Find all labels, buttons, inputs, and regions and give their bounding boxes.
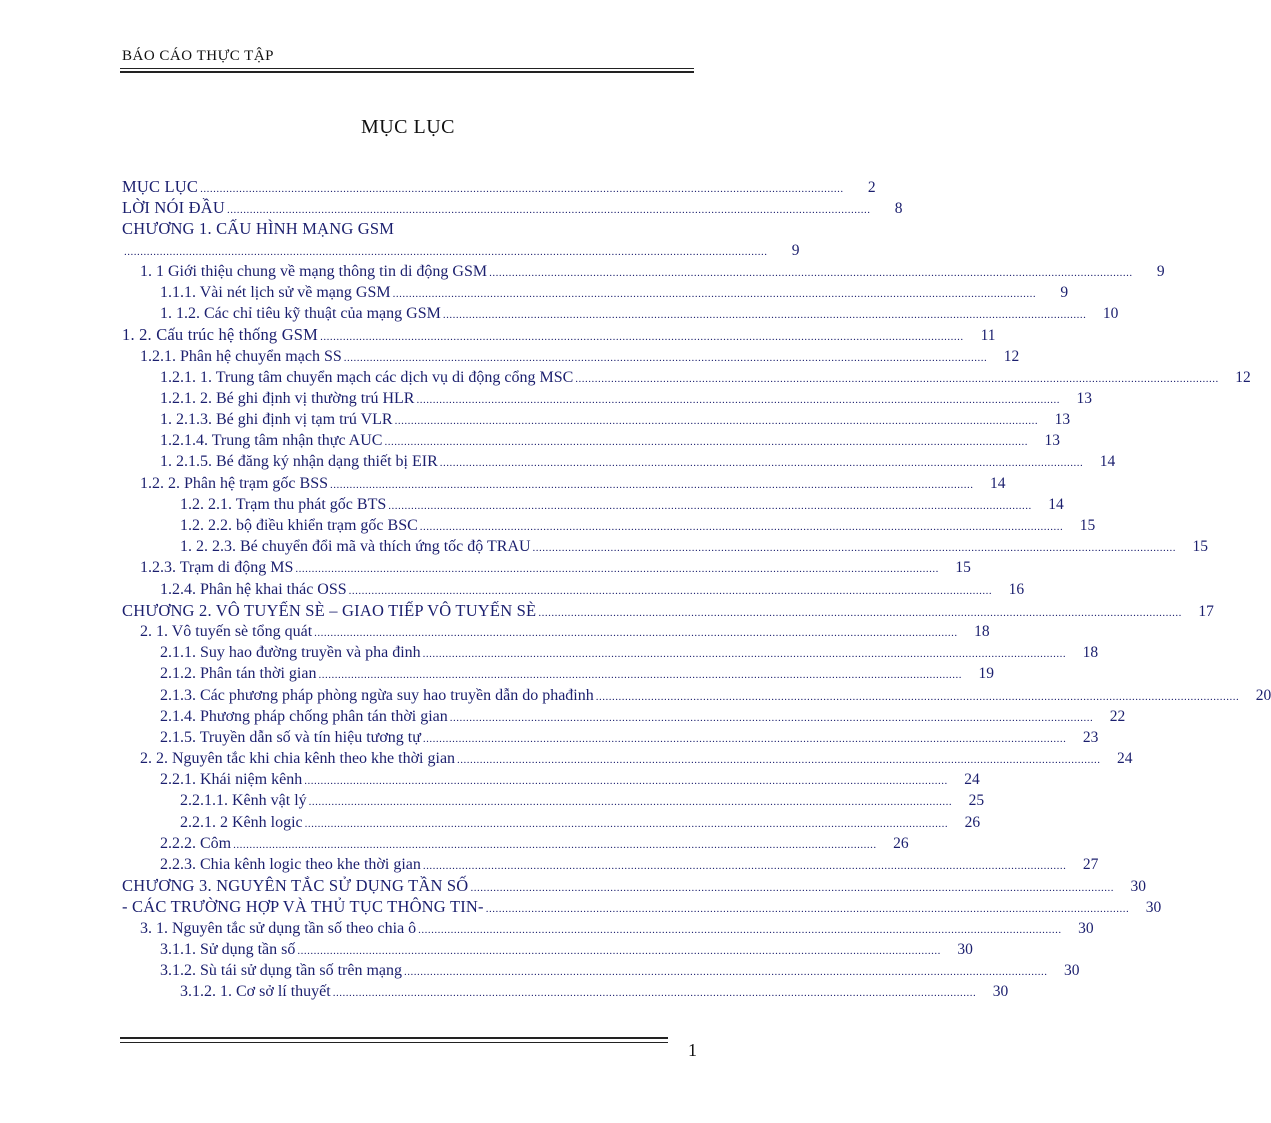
toc-entry-title: 3. 1. Nguyên tắc sử dụng tần số theo chia ô: [140, 919, 417, 937]
toc-entry-page: 18: [974, 622, 990, 640]
toc-entry-page: 9: [1156, 262, 1165, 280]
toc-dot-leader: [388, 496, 1032, 517]
toc-dot-leader: [420, 517, 1064, 538]
footer-rule-thin: [120, 1042, 668, 1043]
toc-dot-leader: [450, 708, 1094, 729]
toc-entry-page: 26: [893, 834, 909, 852]
toc-dot-leader: [320, 327, 964, 348]
toc-entry[interactable]: [122, 960, 1080, 981]
toc-entry-page: 20: [1255, 686, 1271, 704]
toc-entry-title: 1.2.1. Phân hệ chuyển mạch SS: [140, 347, 342, 365]
toc-dot-leader: [124, 242, 768, 263]
toc-entry-page: 22: [1109, 707, 1126, 725]
toc-entry-title: CHƯƠNG 2. VÔ TUYẾN SÈ – GIAO TIẾP VÔ TUYẾN SÈ: [122, 600, 537, 620]
toc-entry-page: 30: [992, 983, 1009, 1001]
toc-entry-title: 1.2.1. 1. Trung tâm chuyển mạch các dịch vụ di động cổng MSC: [160, 368, 574, 386]
toc-entry-page: 24: [1117, 750, 1133, 768]
toc-entry-page: 16: [1008, 580, 1025, 598]
toc-dot-leader: [533, 538, 1177, 559]
toc-dot-leader: [344, 348, 988, 369]
toc-entry[interactable]: [122, 451, 1116, 472]
toc-entry[interactable]: [122, 536, 1209, 557]
toc-dot-leader: [309, 792, 953, 813]
page-number: 1: [688, 1040, 697, 1060]
toc-entry[interactable]: [122, 579, 1025, 600]
toc-entry-page: 27: [1082, 856, 1099, 873]
toc-entry[interactable]: [122, 642, 1099, 663]
toc-dot-leader: [395, 411, 1039, 432]
toc-entry-page: 14: [1099, 453, 1116, 471]
toc-entry-page: 30: [1063, 961, 1080, 979]
header-rule-thin: [120, 68, 694, 69]
toc-entry-title: 2.1.5. Truyền dẫn số và tín hiệu tương tự: [160, 728, 421, 746]
toc-entry-title: CHƯƠNG 1. CẤU HÌNH MẠNG GSM: [122, 219, 395, 239]
toc-dot-leader: [330, 475, 974, 496]
toc-entry[interactable]: [122, 388, 1092, 409]
toc-dot-leader: [575, 369, 1219, 390]
toc-entry-title: 2.2.2. Côm: [160, 834, 232, 852]
toc-dot-leader: [304, 771, 948, 792]
toc-entry-title: 2.1.3. Các phương pháp phòng ngừa suy hao truyền dẫn do phađinh: [160, 686, 594, 704]
running-header: BÁO CÁO THỰC TẬP: [122, 48, 275, 64]
toc-entry[interactable]: [122, 218, 696, 239]
toc-entry-title: 2.1.2. Phân tán thời gian: [160, 665, 317, 683]
toc-entry-page: 13: [1076, 389, 1092, 407]
toc-entry-title: 1. 2. Cấu trúc hệ thống GSM: [122, 325, 319, 345]
toc-entry-page: 17: [1198, 602, 1214, 620]
toc-entry-page: 9: [791, 241, 800, 259]
toc-dot-leader: [416, 390, 1060, 411]
toc-entry[interactable]: [122, 367, 1251, 388]
toc-dot-leader: [200, 179, 844, 200]
toc-entry[interactable]: [122, 261, 1165, 282]
toc-entry-title: CHƯƠNG 3. NGUYÊN TẮC SỬ DỤNG TẦN SỐ: [122, 876, 469, 896]
toc-entry-title: 1.2.1. 2. Bé ghi định vị thường trú HLR: [160, 389, 415, 407]
toc-dot-leader: [295, 559, 939, 580]
toc-entry[interactable]: [122, 790, 985, 811]
toc-entry[interactable]: [122, 981, 1009, 1002]
toc-entry-title: 1. 2.1.5. Bé đăng ký nhận dạng thiết bị EIR: [160, 453, 438, 471]
table-of-contents: [122, 176, 1271, 1002]
toc-dot-leader: [486, 899, 1130, 920]
page-title: MỤC LỤC: [360, 116, 456, 138]
toc-entry[interactable]: [122, 685, 1271, 706]
toc-entry-page: 30: [1145, 899, 1162, 917]
toc-dot-leader: [470, 878, 1114, 899]
header-rule-thick: [120, 71, 694, 73]
toc-entry-title: 2.1.1. Suy hao đường truyền và pha đinh: [160, 644, 421, 662]
toc-entry[interactable]: [122, 748, 1133, 769]
toc-entry[interactable]: [122, 409, 1071, 430]
toc-entry[interactable]: [122, 769, 980, 790]
toc-entry-title: 2.2.1.1. Kênh vật lý: [180, 792, 307, 810]
toc-entry-page: 13: [1044, 432, 1060, 450]
toc-entry-title: 2. 2. Nguyên tắc khi chia kênh theo khe thời gian: [140, 750, 456, 768]
toc-entry[interactable]: [122, 706, 1126, 727]
toc-dot-leader: [457, 750, 1101, 771]
toc-entry-page: 25: [968, 792, 985, 810]
toc-dot-leader: [443, 305, 1087, 326]
toc-entry[interactable]: [122, 176, 876, 197]
toc-entry-page: 9: [1060, 283, 1069, 301]
toc-dot-leader: [333, 983, 977, 1004]
toc-entry-title: - CÁC TRƯỜNG HỢP VÀ THỦ TỤC THÔNG TIN-: [122, 897, 484, 917]
toc-entry-title: 1.2. 2.1. Trạm thu phát gốc BTS: [180, 495, 387, 513]
toc-dot-leader: [418, 920, 1062, 941]
toc-entry[interactable]: [122, 875, 1146, 896]
toc-dot-leader: [423, 856, 1067, 877]
toc-entry-page: 12: [1003, 347, 1020, 365]
toc-entry[interactable]: [122, 282, 1069, 303]
toc-entry-title: 1.2. 2. Phân hệ trạm gốc BSS: [140, 474, 328, 492]
toc-entry-title: 2.2.1. Khái niệm kênh: [160, 771, 303, 789]
toc-entry[interactable]: [122, 557, 971, 578]
toc-dot-leader: [393, 284, 1037, 305]
toc-entry-title: 1. 2.1.3. Bé ghi định vị tạm trú VLR: [160, 411, 393, 429]
toc-entry-page: 15: [1079, 517, 1096, 534]
toc-entry-page: 26: [964, 813, 981, 831]
toc-entry-page: 2: [867, 179, 876, 196]
toc-entry-page: 14: [1048, 495, 1064, 513]
toc-entry-title: 1.2.4. Phân hệ khai thác OSS: [160, 580, 347, 598]
toc-entry-page: 24: [964, 771, 980, 789]
toc-entry-title: 2.2.1. 2 Kênh logic: [180, 813, 303, 831]
toc-entry-title: MỤC LỤC: [122, 177, 199, 196]
toc-entry-page: 30: [1130, 878, 1146, 896]
toc-entry-title: 1.2.3. Trạm di động MS: [140, 559, 294, 577]
toc-entry[interactable]: [122, 939, 973, 960]
toc-entry-page: 15: [955, 559, 971, 577]
toc-entry-title: 1.2. 2.2. bộ điều khiển trạm gốc BSC: [180, 517, 418, 534]
toc-entry-title: 1. 1.2. Các chỉ tiêu kỹ thuật của mạng GSM: [160, 305, 441, 323]
toc-entry[interactable]: [122, 918, 1094, 939]
toc-entry-title: 1.2.1.4. Trung tâm nhận thực AUC: [160, 432, 383, 450]
toc-entry[interactable]: [122, 324, 996, 345]
toc-entry-title: 3.1.1. Sử dụng tần số: [160, 940, 296, 958]
toc-entry-page: 8: [894, 200, 903, 218]
toc-entry[interactable]: [122, 812, 981, 833]
toc-entry-page: 19: [978, 665, 994, 683]
toc-entry-page: 30: [1078, 919, 1094, 937]
toc-entry-page: 14: [990, 474, 1006, 492]
toc-dot-leader: [440, 453, 1084, 474]
toc-dot-leader: [314, 623, 958, 644]
toc-entry[interactable]: [122, 663, 994, 684]
toc-dot-leader: [423, 729, 1067, 750]
toc-dot-leader: [305, 814, 949, 835]
toc-entry[interactable]: [122, 494, 1064, 515]
toc-entry[interactable]: [122, 515, 1096, 536]
toc-dot-leader: [423, 644, 1067, 665]
toc-entry[interactable]: [122, 197, 903, 218]
toc-entry[interactable]: [122, 600, 1214, 621]
toc-entry[interactable]: [122, 303, 1119, 324]
toc-dot-leader: [538, 603, 1182, 624]
toc-entry-title: 2. 1. Vô tuyến sè tổng quát: [140, 622, 313, 640]
toc-dot-leader: [596, 687, 1240, 708]
toc-entry-page: 18: [1082, 644, 1099, 662]
toc-dot-leader: [384, 432, 1028, 453]
toc-entry-page: 13: [1054, 411, 1071, 429]
toc-entry[interactable]: [122, 473, 1006, 494]
toc-entry[interactable]: [122, 346, 1020, 367]
toc-entry-page: 12: [1235, 368, 1251, 386]
toc-entry-title: LỜI NÓI ĐẦU: [122, 198, 226, 218]
toc-dot-leader: [404, 962, 1048, 983]
toc-entry[interactable]: [122, 240, 800, 261]
toc-dot-leader: [318, 665, 962, 686]
toc-entry-title: 1.1.1. Vài nét lịch sử về mạng GSM: [160, 283, 391, 301]
toc-entry-page: 11: [980, 327, 996, 345]
toc-entry-page: 15: [1192, 538, 1209, 556]
toc-entry-title: 3.1.2. Sù tái sử dụng tần số trên mạng: [160, 961, 402, 979]
toc-dot-leader: [349, 581, 993, 602]
toc-dot-leader: [489, 263, 1133, 284]
toc-entry-page: 30: [957, 940, 973, 958]
toc-entry[interactable]: [122, 727, 1099, 748]
toc-entry[interactable]: [122, 621, 990, 642]
toc-entry-page: 23: [1082, 728, 1099, 746]
toc-entry[interactable]: [122, 833, 909, 854]
toc-entry-title: 1. 1 Giới thiệu chung về mạng thông tin di động GSM: [140, 262, 488, 280]
toc-entry-title: 1. 2. 2.3. Bé chuyển đổi mã và thích ứng tốc độ TRAU: [180, 538, 531, 556]
toc-entry[interactable]: [122, 896, 1162, 917]
toc-entry-page: 10: [1102, 305, 1119, 323]
toc-dot-leader: [297, 941, 941, 962]
toc-entry-title: 2.2.3. Chia kênh logic theo khe thời gian: [160, 856, 421, 873]
toc-entry[interactable]: [122, 430, 1060, 451]
footer-rule-thick: [120, 1037, 668, 1039]
toc-entry[interactable]: [122, 854, 1099, 875]
toc-entry-title: 2.1.4. Phương pháp chống phân tán thời gian: [160, 707, 448, 725]
toc-dot-leader: [233, 835, 877, 856]
toc-entry-title: 3.1.2. 1. Cơ sở lí thuyết: [180, 983, 331, 1001]
